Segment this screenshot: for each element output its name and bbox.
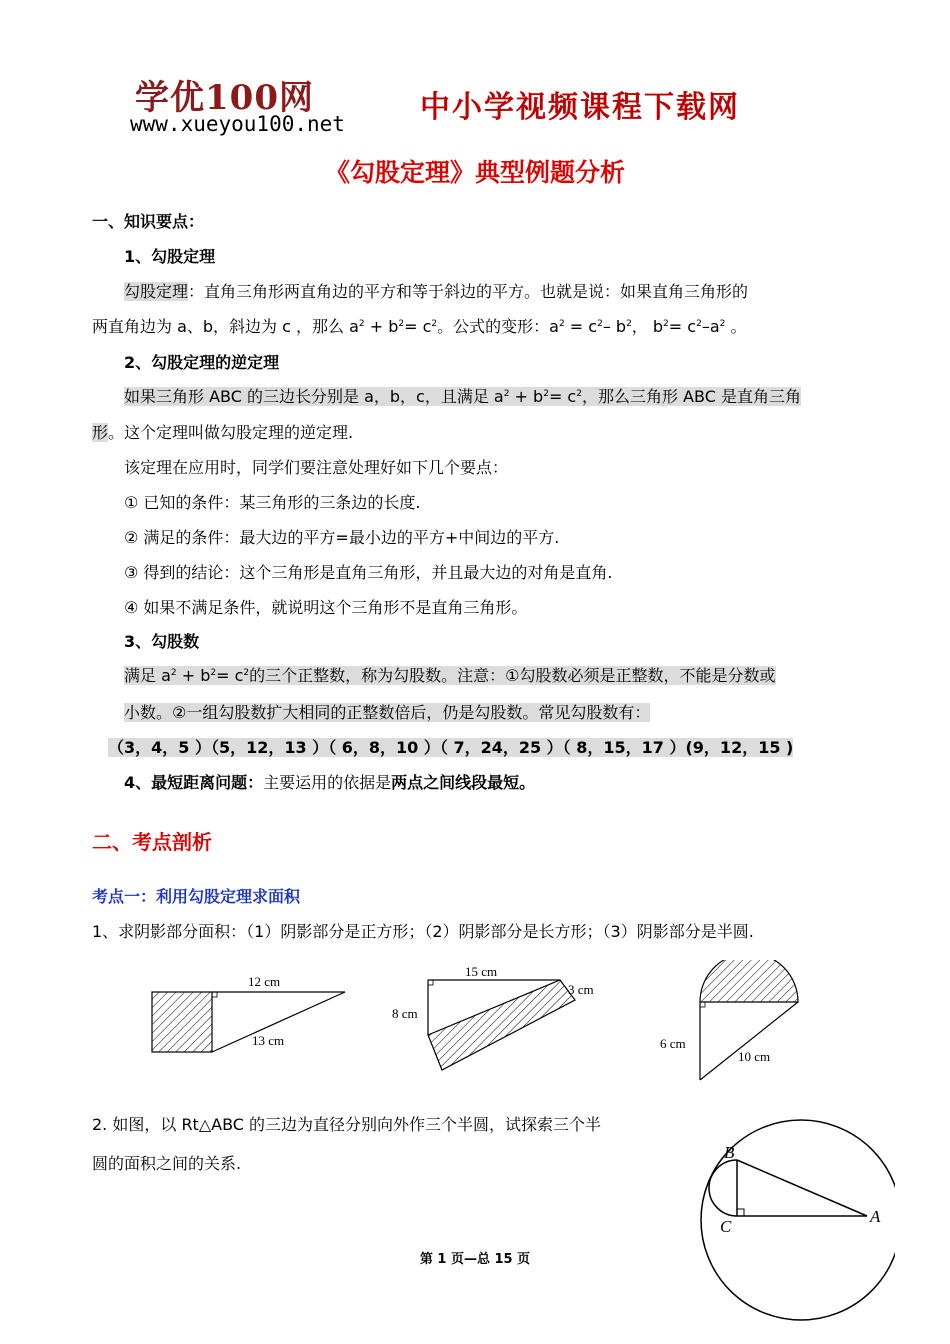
p1-l2-a: 两直角边为 a、b，斜边为 c ，那么 a xyxy=(92,317,359,336)
exp: 2 xyxy=(696,319,702,329)
p2-line1 xyxy=(124,387,801,407)
document-title: 《勾股定理》典型例题分析 xyxy=(324,158,625,187)
p3-l2-text: 小数。②一组勾股数扩大相同的正整数倍后，仍是勾股数。常见勾股数有： xyxy=(124,703,651,722)
fig1-label-hyp: 13 cm xyxy=(252,1033,285,1048)
p1-l2-d: 。公式的变形：a xyxy=(437,317,559,336)
p2-l2-rest: 。这个定理叫做勾股定理的逆定理. xyxy=(108,423,354,442)
p3-l1-a: 满足 a xyxy=(124,666,171,685)
p2-line1-hl xyxy=(124,387,801,406)
right-angle-mark xyxy=(212,992,217,997)
exp: 2 xyxy=(597,319,603,329)
section2-heading: 二、考点剖析 xyxy=(92,830,212,854)
figure-2-rectangle xyxy=(392,964,594,1070)
site-url[interactable]: www.xueyou100.net xyxy=(130,112,345,136)
p2-point-2: ② 满足的条件：最大边的平方=最小边的平方+中间边的平方. xyxy=(124,528,560,547)
triples-text: （3，4，5 ）（5，12，13 ）（ 6，8，10 ）（ 7，24，25 ）（ 8，15，17 ）(9，12，15 ) xyxy=(108,738,794,757)
shaded-square xyxy=(152,992,212,1052)
shaded-semicircle xyxy=(700,960,798,1002)
p3-heading: 3、勾股数 xyxy=(124,632,200,651)
p1-l2-j: 。 xyxy=(725,317,747,336)
exp: 2 xyxy=(398,319,405,329)
vertex-b: B xyxy=(724,1143,735,1162)
site-slogan: 中小学视频课程下载网 xyxy=(420,90,740,125)
fig3-label-hyp: 10 cm xyxy=(738,1049,771,1064)
vertex-c: C xyxy=(720,1217,732,1236)
p1-line1-text: ：直角三角形两直角边的平方和等于斜边的平方。也就是说：如果直角三角形的 xyxy=(188,282,749,301)
p2-l1-a: 如果三角形 ABC 的三边长分别是 a，b，c，且满足 a xyxy=(124,387,504,406)
exp: 2 xyxy=(576,389,582,399)
p1-l2-g: ， b xyxy=(631,317,664,336)
p4-text: 主要运用的依据是 xyxy=(263,773,392,792)
fig2-label-side: 8 cm xyxy=(392,1006,418,1021)
p3-triples xyxy=(108,738,793,758)
p1-l2-b: + b xyxy=(364,317,399,336)
p2-l2-hl: 形 xyxy=(92,423,109,442)
exp: 2 xyxy=(663,319,669,329)
p1-line2 xyxy=(92,317,746,337)
right-angle-mark xyxy=(700,1002,705,1007)
exp: 2 xyxy=(558,319,565,329)
p2-point-4: ④ 如果不满足条件，就说明这个三角形不是直角三角形。 xyxy=(124,598,528,617)
fig2-label-top: 15 cm xyxy=(465,964,498,979)
question-2-line1: 2. 如图，以 Rt△ABC 的三边为直径分别向外作三个半圆，试探索三个半 xyxy=(92,1115,602,1134)
p3-l1-d: 的三个正整数，称为勾股数。注意：①勾股数必须是正整数，不能是分数或 xyxy=(249,666,776,685)
right-angle-mark xyxy=(428,980,433,985)
site-logo-text: 学优100网 xyxy=(135,78,314,118)
p2-l1-c: = c xyxy=(548,387,577,406)
exp: 2 xyxy=(719,319,726,329)
p4-line xyxy=(124,773,535,793)
p1-l2-c: = c xyxy=(404,317,432,336)
exp: 2 xyxy=(170,668,177,678)
exp: 2 xyxy=(243,668,250,678)
p4-heading: 4、最短距离问题： xyxy=(124,773,264,792)
page-number: 第 1 页—总 15 页 xyxy=(419,1252,531,1267)
q2-figure xyxy=(695,1100,895,1336)
p1-l2-f: – b xyxy=(602,317,627,336)
shaded-rectangle xyxy=(428,980,575,1070)
p1-term: 勾股定理 xyxy=(124,282,189,301)
p1-l2-h: = c xyxy=(668,317,697,336)
exp: 2 xyxy=(626,319,632,329)
section1-heading: 一、知识要点： xyxy=(92,212,205,231)
p1-l2-i: –a xyxy=(701,317,720,336)
p2-l1-b: + b xyxy=(509,387,544,406)
exp: 2 xyxy=(503,389,510,399)
exp: 2 xyxy=(431,319,438,329)
fig3-label-left: 6 cm xyxy=(660,1036,686,1051)
p1-heading: 1、勾股定理 xyxy=(124,247,216,266)
exp: 2 xyxy=(210,668,217,678)
p2-point-3: ③ 得到的结论：这个三角形是直角三角形，并且最大边的对角是直角. xyxy=(124,563,613,582)
q1-figures xyxy=(140,960,860,1085)
p2-intro: 该定理在应用时，同学们要注意处理好如下几个要点： xyxy=(124,458,509,477)
p3-l1-c: = c xyxy=(216,666,244,685)
semicircle-bc xyxy=(709,1160,737,1216)
p3-l1-b: + b xyxy=(176,666,211,685)
exp: 2 xyxy=(358,319,365,329)
p1-l2-e: = c xyxy=(564,317,598,336)
kaodian1-heading: 考点一：利用勾股定理求面积 xyxy=(92,887,301,906)
p3-line1-hl xyxy=(124,666,776,685)
fig1-label-top: 12 cm xyxy=(248,974,281,989)
fig2-label-right: 3 cm xyxy=(568,982,594,997)
p2-heading: 2、勾股定理的逆定理 xyxy=(124,353,280,372)
p2-l1-d: ，那么三角形 ABC 是直角三角 xyxy=(581,387,801,406)
fig3-hypotenuse xyxy=(700,1002,798,1080)
p3-line2 xyxy=(124,703,650,723)
figure-1-square xyxy=(152,974,345,1052)
side-ab xyxy=(737,1160,867,1216)
p3-line1 xyxy=(124,666,776,686)
vertex-a: A xyxy=(870,1207,881,1226)
exp: 2 xyxy=(543,389,549,399)
p2-line2 xyxy=(92,423,353,443)
question-1: 1、求阴影部分面积：（1）阴影部分是正方形；（2）阴影部分是长方形；（3）阴影部分是半圆. xyxy=(92,922,754,941)
right-angle-mark xyxy=(737,1209,744,1216)
question-2-line2: 圆的面积之间的关系. xyxy=(92,1154,242,1173)
p1-line1 xyxy=(124,282,748,302)
p2-point-1: ① 已知的条件：某三角形的三条边的长度. xyxy=(124,493,421,512)
p4-emph: 两点之间线段最短。 xyxy=(391,773,536,792)
figure-3-semicircle xyxy=(660,960,798,1080)
